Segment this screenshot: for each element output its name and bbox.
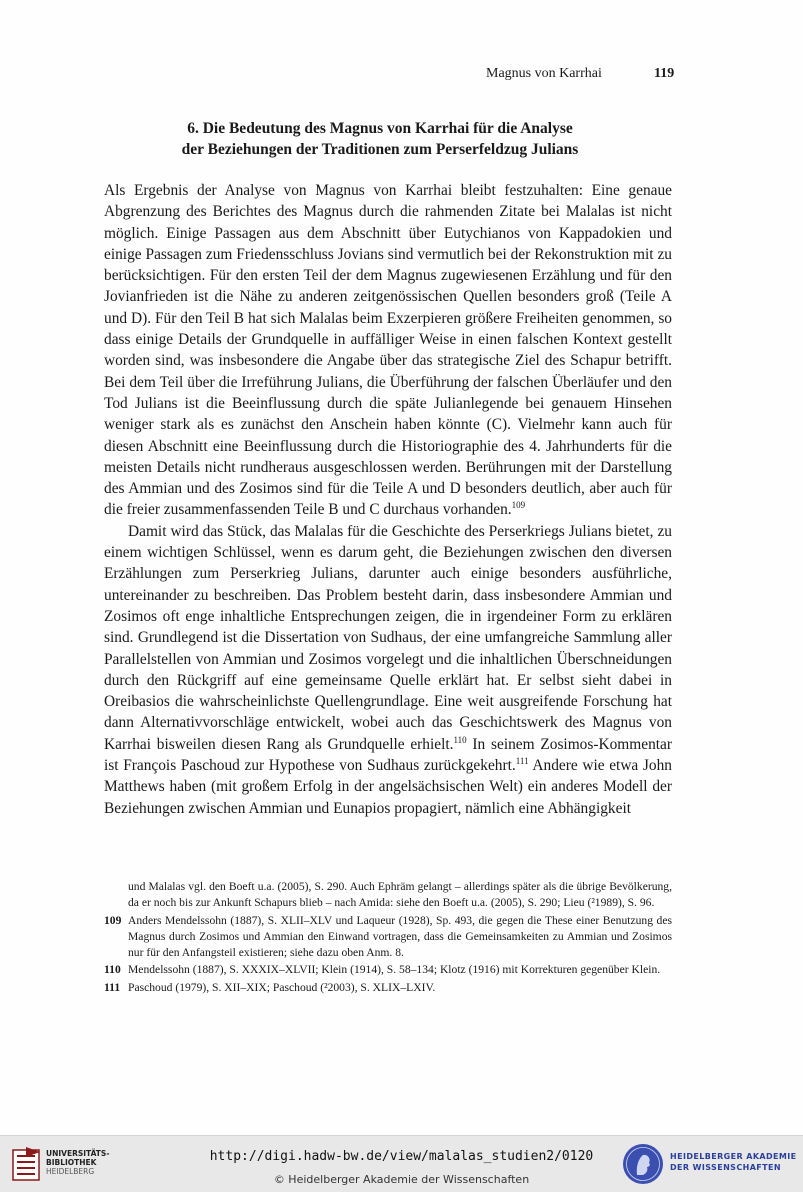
paragraph-text: Andere wie etwa John Matthews haben (mit großem Erfolg in der angelsächsischen Welt) ein anderes Modell der Beziehungen zwischen Ammian und Eunapios propagiert, nämlich eine Abhängigkeit [104,757,672,817]
page-number: 119 [654,66,675,81]
paragraph-text: Als Ergebnis der Analyse von Magnus von Karrhai bleibt festzuhalten: Eine genaue Abgrenzung des Berichtes des Magnus durch die rahmenden Zitate bei Malalas ist nicht möglich. Einige Passagen aus dem Abschnitt über Eutychianos von Kappadokien und einige Passagen zum Friedensschluss Jovians sind vermutlich bei der Rekonstruktion mit zu berücksichtigen. Für den ersten Teil der dem Magnus zugewiesenen Erzählung und für den Jovianfrieden ist die Nähe zu anderen zeitgenössischen Quellen besonders groß (Teile A und D). Für den Teil B hat sich Malalas beim Exzerpieren größere Freiheiten genommen, so dass einige Details der Grundquelle in auffälliger Weise in einen falschen Kontext gestellt worden sind, was insbesondere die Angabe über das strategische Ziel des Schapur betrifft. Bei dem Teil über die Irreführung Julians, die Überführung der falschen Überläufer und den Tod Julians ist die Beeinflussung durch die späte Julianlegende bei genauem Hinsehen weniger stark als es zunächst den Anschein haben könnte (C). Vielmehr kann auch für diesen Abschnitt eine Beeinflussung durch die Historiographie des 4. Jahrhunderts für die meisten Details nicht rundheraus ausgeschlossen werden. Berührungen mit der Darstellung des Ammian und des Zosimos sind für die Teile A und D besonders deutlich, aber auch für die freier zusammenfassenden Teile B und C durchaus vorhanden. [104,182,672,519]
academy-name-line: HEIDELBERGER AKADEMIE [670,1152,797,1161]
paragraph [104,180,672,521]
footnote-ref[interactable]: 110 [453,734,467,745]
footnote-ref[interactable]: 111 [515,755,529,766]
footnote-continuation: und Malalas vgl. den Boeft u.a. (2005), S. 290. Auch Ephräm gelangt – allerdings später als die übrige Bevölkerung, da er noch bis zur Ankunft Schapurs blieb – nach Amida: siehe den Boeft u.a. (2005), S. 290; Lieu (²1989), S. 96. [128,880,672,910]
footnote-number: 110 [104,963,121,977]
footnote-text: Paschoud (1979), S. XII–XIX; Paschoud (²2003), S. XLIX–LXIV. [128,980,436,994]
body-text [104,180,672,819]
footnote-ref[interactable]: 109 [511,500,526,511]
footnote-number: 109 [104,913,122,927]
academy-name-line: DER WISSENSCHAFTEN [670,1163,781,1172]
footnote [104,962,672,978]
paragraph-text: In seinem Zosimos-Kommentar ist François Paschoud zur Hypothese von Sudhaus zurückgekehrt. [104,735,672,775]
paragraph-text: Damit wird das Stück, das Malalas für die Geschichte des Perserkriegs Julians bietet, zu einem wichtigen Schlüssel, wenn es darum geht, die Beziehungen zwischen den diversen Erzählungen zum Perserkrieg Julians, darunter auch einige besonders ausführliche, untereinander zu beschreiben. Das Problem besteht darin, dass insbesondere Ammian und Zosimos oft enge inhaltliche Entsprechungen zeigen, die in irgendeiner Form zu erklären sind. Grundlegend ist die Dissertation von Sudhaus, der eine umfangreiche Sammlung aller Parallelstellen von Ammian und Zosimos vorgelegt und die inhaltlichen Überschneidungen durch den Rückgriff auf eine gemeinsame Quelle erklärt hat. Er selbst sieht dabei in Oreibasios die wahrscheinlichste Quellengrundlage. Eine weit ausgreifende Forschung hat dann Alternativvorschläge entwickelt, wobei auch das Geschichtswerk des Magnus von Karrhai bisweilen diesen Rang als Grundquelle erhielt. [104,522,672,753]
library-name-line: HEIDELBERG [46,1167,95,1176]
footnote-number: 111 [104,980,121,994]
library-name-line: UNIVERSITÄTS- [46,1149,110,1158]
academy-seal-icon[interactable] [621,1142,665,1186]
footnotes [104,879,672,997]
footnote [104,913,672,962]
viewer-footer [0,1135,803,1192]
footnote-text: Mendelssohn (1887), S. XXXIX–XLVII; Klein (1914), S. 58–134; Klotz (1916) mit Korrekturen gegenüber Klein. [128,963,661,977]
section-heading-line: der Beziehungen der Traditionen zum Perserfeldzug Julians [181,141,579,158]
academy-name[interactable] [670,1151,797,1173]
footnote [104,980,672,996]
paragraph [104,521,672,819]
section-heading-line: 6. Die Bedeutung des Magnus von Karrhai für die Analyse [187,120,573,137]
permalink-url[interactable]: http://digi.hadw-bw.de/view/malalas_studien2/0120 [209,1149,594,1164]
section-heading [130,118,630,160]
footnote-text: Anders Mendelssohn (1887), S. XLII–XLV und Laqueur (1928), Sp. 493, die gegen die These einer Benutzung des Magnus durch Zosimos und Ammian den Einwand vortragen, dass die Gemeinsamkeiten zu Ammian und Zosimos nur für den Anfangsteil existieren; siehe dazu oben Anm. 8. [128,913,672,960]
running-title: Magnus von Karrhai [486,66,602,81]
library-name-line: BIBLIOTHEK [46,1158,97,1167]
copyright-notice: © Heidelberger Akademie der Wissenschaften [273,1173,530,1186]
